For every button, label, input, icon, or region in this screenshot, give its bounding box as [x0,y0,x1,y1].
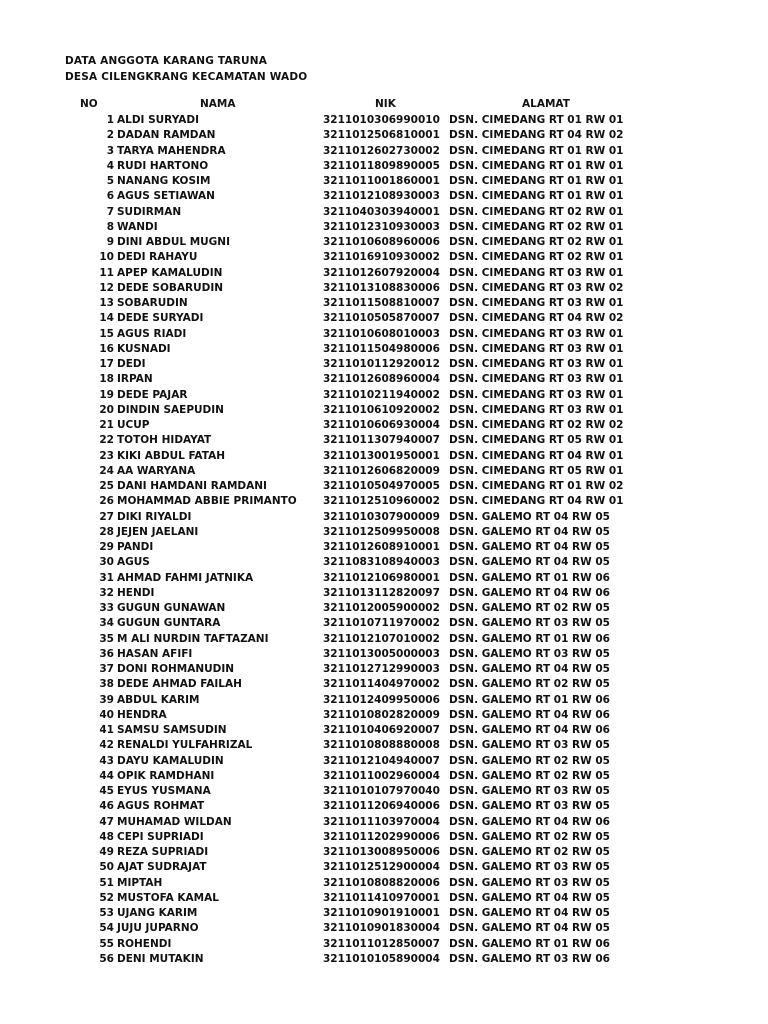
cell-nik: 3211011103970004 [323,815,440,828]
cell-no: 14 [99,312,114,325]
cell-nama: AHMAD FAHMI JATNIKA [117,571,254,584]
cell-alamat: DSN. GALEMO RT 04 RW 05 [449,510,610,523]
cell-nama: SOBARUDIN [117,297,188,309]
cell-nik: 3211011202990006 [323,830,440,843]
cell-alamat: DSN. CIMEDANG RT 01 RW 02 [449,480,624,492]
cell-alamat: DSN. GALEMO RT 02 RW 05 [449,754,610,767]
cell-no: 7 [106,205,114,218]
table-row [0,113,768,128]
cell-nama: TOTOH HIDAYAT [117,434,212,447]
cell-nik: 3211010610920002 [323,403,440,416]
cell-nama: SUDIRMAN [117,205,182,218]
cell-no: 16 [99,342,114,355]
cell-no: 39 [99,693,114,706]
cell-alamat: DSN. GALEMO RT 04 RW 05 [449,663,610,675]
cell-nama: MUHAMAD WILDAN [117,815,232,828]
table-row [0,616,768,631]
cell-no: 52 [99,891,114,904]
cell-nik: 3211012608910001 [323,541,440,553]
cell-no: 20 [99,403,114,416]
cell-alamat: DSN. GALEMO RT 04 RW 05 [449,922,610,935]
cell-no: 53 [99,907,114,919]
table-row [0,525,768,540]
cell-alamat: DSN. GALEMO RT 02 RW 05 [449,678,610,691]
cell-no: 37 [99,663,114,675]
cell-no: 51 [99,876,114,889]
cell-nama: DANI HAMDANI RAMDANI [117,480,267,492]
cell-alamat: DSN. CIMEDANG RT 03 RW 02 [449,281,624,294]
table-row [0,632,768,647]
cell-no: 23 [99,449,114,462]
cell-alamat: DSN. CIMEDANG RT 01 RW 01 [449,144,624,157]
table-row [0,418,768,433]
cell-nik: 3211040303940001 [323,205,440,218]
cell-no: 27 [99,510,114,523]
cell-alamat: DSN. GALEMO RT 03 RW 05 [449,617,610,630]
table-row [0,235,768,250]
cell-nama: SAMSU SAMSUDIN [117,724,227,736]
cell-nik: 3211011410970001 [323,891,440,904]
cell-nik: 3211013005000003 [323,647,440,660]
table-row [0,372,768,387]
cell-alamat: DSN. CIMEDANG RT 05 RW 01 [449,434,624,447]
cell-nama: DEDI RAHAYU [117,251,198,264]
cell-nama: REZA SUPRIADI [117,846,209,858]
document-subtitle: DESA CILENGKRANG KECAMATAN WADO [65,71,308,83]
table-row [0,388,768,403]
cell-nik: 3211010107970040 [323,785,440,797]
cell-nik: 3211012107010002 [323,632,440,645]
cell-nama: UCUP [117,419,150,431]
cell-no: 46 [99,800,114,813]
cell-alamat: DSN. GALEMO RT 04 RW 05 [449,541,610,553]
cell-no: 45 [99,785,114,797]
cell-no: 34 [99,617,114,630]
cell-nik: 3211011809890005 [323,159,440,172]
table-row [0,205,768,220]
cell-alamat: DSN. CIMEDANG RT 04 RW 01 [449,449,624,462]
cell-alamat: DSN. CIMEDANG RT 02 RW 02 [449,419,624,431]
cell-alamat: DSN. CIMEDANG RT 03 RW 01 [449,297,624,309]
cell-nik: 3211010608010003 [323,327,440,340]
table-row [0,662,768,677]
cell-alamat: DSN. GALEMO RT 04 RW 05 [449,556,610,569]
column-header-nik: NIK [375,98,396,110]
cell-no: 49 [99,846,114,858]
cell-no: 36 [99,647,114,660]
table-row [0,845,768,860]
table-row [0,921,768,936]
cell-no: 12 [99,281,114,294]
table-row [0,174,768,189]
cell-nama: NANANG KOSIM [117,175,211,187]
table-row [0,311,768,326]
cell-nama: MIPTAH [117,876,163,889]
cell-nama: DAYU KAMALUDIN [117,754,224,767]
cell-alamat: DSN. CIMEDANG RT 03 RW 01 [449,358,624,370]
cell-alamat: DSN. GALEMO RT 03 RW 05 [449,785,610,797]
table-row [0,769,768,784]
table-row [0,479,768,494]
cell-no: 28 [99,525,114,538]
cell-alamat: DSN. GALEMO RT 03 RW 05 [449,861,610,874]
cell-nik: 3211011206940006 [323,800,440,813]
cell-nik: 3211011307940007 [323,434,440,447]
table-row [0,891,768,906]
cell-no: 10 [99,251,114,264]
cell-nama: GUGUN GUNAWAN [117,602,226,614]
cell-alamat: DSN. GALEMO RT 02 RW 05 [449,846,610,858]
cell-nik: 3211016910930002 [323,251,440,264]
cell-nama: DEDE PAJAR [117,388,188,401]
cell-nama: DADAN RAMDAN [117,129,216,142]
cell-nik: 3211011504980006 [323,342,440,355]
cell-alamat: DSN. CIMEDANG RT 03 RW 01 [449,266,624,279]
cell-nik: 3211010504970005 [323,480,440,492]
cell-no: 56 [99,952,114,965]
cell-alamat: DSN. GALEMO RT 04 RW 06 [449,815,610,828]
cell-no: 47 [99,815,114,828]
cell-nik: 3211011508810007 [323,297,440,309]
cell-no: 3 [106,144,114,157]
table-row [0,266,768,281]
cell-alamat: DSN. CIMEDANG RT 01 RW 01 [449,159,624,172]
cell-nama: GUGUN GUNTARA [117,617,221,630]
cell-no: 32 [99,586,114,599]
cell-nama: DEDE AHMAD FAILAH [117,678,242,691]
cell-no: 55 [99,937,114,950]
cell-alamat: DSN. GALEMO RT 03 RW 05 [449,739,610,752]
cell-nama: ALDI SURYADI [117,114,200,126]
cell-nik: 3211012607920004 [323,266,440,279]
cell-nama: APEP KAMALUDIN [117,266,223,279]
cell-alamat: DSN. CIMEDANG RT 03 RW 01 [449,327,624,340]
cell-no: 19 [99,388,114,401]
cell-alamat: DSN. GALEMO RT 03 RW 05 [449,647,610,660]
cell-nik: 3211012409950006 [323,693,440,706]
cell-alamat: DSN. GALEMO RT 04 RW 06 [449,586,610,599]
table-row [0,677,768,692]
table-row [0,464,768,479]
cell-nama: AGUS [117,556,150,569]
cell-no: 48 [99,830,114,843]
table-row [0,906,768,921]
cell-nama: M ALI NURDIN TAFTAZANI [117,632,269,645]
cell-no: 40 [99,708,114,721]
cell-nama: ROHENDI [117,937,172,950]
cell-nama: AA WARYANA [117,464,196,477]
table-row [0,494,768,509]
cell-no: 21 [99,419,114,431]
cell-nik: 3211012509950008 [323,525,440,538]
cell-nik: 3211010406920007 [323,724,440,736]
cell-alamat: DSN. GALEMO RT 01 RW 06 [449,632,610,645]
cell-alamat: DSN. CIMEDANG RT 02 RW 01 [449,220,624,233]
table-row [0,647,768,662]
cell-nik: 3211010105890004 [323,952,440,965]
cell-nik: 3211010802820009 [323,708,440,721]
cell-nik: 3211013112820097 [323,586,440,599]
cell-nik: 3211011012850007 [323,937,440,950]
cell-no: 26 [99,495,114,508]
cell-nik: 3211010112920012 [323,358,440,370]
table-row [0,296,768,311]
cell-alamat: DSN. CIMEDANG RT 03 RW 01 [449,373,624,386]
cell-no: 35 [99,632,114,645]
cell-alamat: DSN. CIMEDANG RT 03 RW 01 [449,388,624,401]
cell-alamat: DSN. CIMEDANG RT 02 RW 01 [449,236,624,248]
table-row [0,754,768,769]
table-row [0,128,768,143]
cell-no: 17 [99,358,114,370]
table-row [0,433,768,448]
cell-nama: DEDE SOBARUDIN [117,281,224,294]
cell-alamat: DSN. CIMEDANG RT 04 RW 01 [449,495,624,508]
table-row [0,540,768,555]
cell-no: 2 [106,129,114,142]
cell-no: 4 [106,159,114,172]
cell-nama: RENALDI YULFAHRIZAL [117,739,253,752]
document-title: DATA ANGGOTA KARANG TARUNA [65,55,268,67]
cell-nik: 3211012106980001 [323,571,440,584]
cell-alamat: DSN. CIMEDANG RT 01 RW 01 [449,114,624,126]
cell-nik: 3211013008950006 [323,846,440,858]
cell-alamat: DSN. CIMEDANG RT 01 RW 01 [449,190,624,203]
cell-alamat: DSN. GALEMO RT 02 RW 05 [449,769,610,782]
cell-nik: 3211012005900002 [323,602,440,614]
cell-no: 43 [99,754,114,767]
cell-no: 8 [106,220,114,233]
cell-no: 9 [106,236,114,248]
cell-no: 42 [99,739,114,752]
table-row [0,876,768,891]
table-row [0,937,768,952]
cell-nik: 3211010808820006 [323,876,440,889]
cell-nama: DEDE SURYADI [117,312,204,325]
cell-alamat: DSN. CIMEDANG RT 04 RW 02 [449,312,624,325]
table-row [0,784,768,799]
cell-nama: DINI ABDUL MUGNI [117,236,230,248]
cell-nik: 3211012602730002 [323,144,440,157]
cell-nik: 3211010306990010 [323,114,440,126]
cell-alamat: DSN. CIMEDANG RT 03 RW 01 [449,342,624,355]
cell-no: 24 [99,464,114,477]
cell-no: 13 [99,297,114,309]
table-row [0,327,768,342]
cell-alamat: DSN. GALEMO RT 02 RW 05 [449,830,610,843]
cell-alamat: DSN. GALEMO RT 03 RW 05 [449,876,610,889]
table-row [0,342,768,357]
cell-nik: 3211083108940003 [323,556,440,569]
cell-nik: 3211010307900009 [323,510,440,523]
cell-nama: DENI MUTAKIN [117,952,204,965]
cell-nik: 3211012510960002 [323,495,440,508]
table-row [0,708,768,723]
table-row [0,159,768,174]
cell-nama: OPIK RAMDHANI [117,769,215,782]
table-row [0,738,768,753]
cell-nama: KIKI ABDUL FATAH [117,449,225,462]
cell-nik: 3211011001860001 [323,175,440,187]
cell-nama: HENDI [117,586,155,599]
table-row [0,586,768,601]
cell-nama: AGUS ROHMAT [117,800,205,813]
cell-nama: DINDIN SAEPUDIN [117,403,224,416]
table-row [0,952,768,967]
cell-no: 44 [99,769,114,782]
cell-no: 25 [99,480,114,492]
table-row [0,830,768,845]
cell-no: 38 [99,678,114,691]
cell-alamat: DSN. GALEMO RT 04 RW 05 [449,907,610,919]
cell-alamat: DSN. CIMEDANG RT 02 RW 01 [449,205,624,218]
member-table-body [0,113,768,967]
cell-nama: DEDI [117,358,146,370]
cell-no: 6 [106,190,114,203]
table-row [0,357,768,372]
table-row [0,799,768,814]
cell-no: 15 [99,327,114,340]
cell-nama: KUSNADI [117,342,171,355]
cell-nama: HASAN AFIFI [117,647,193,660]
cell-alamat: DSN. GALEMO RT 04 RW 05 [449,891,610,904]
table-row [0,449,768,464]
cell-no: 18 [99,373,114,386]
cell-alamat: DSN. CIMEDANG RT 01 RW 01 [449,175,624,187]
table-row [0,571,768,586]
cell-nik: 3211010606930004 [323,419,440,431]
cell-nama: MUSTOFA KAMAL [117,891,219,904]
table-row [0,723,768,738]
cell-nama: WANDI [117,220,158,233]
cell-nik: 3211010901910001 [323,907,440,919]
cell-alamat: DSN. GALEMO RT 03 RW 06 [449,952,610,965]
column-header-no: NO [80,98,98,110]
cell-nik: 3211012506810001 [323,129,440,142]
cell-no: 30 [99,556,114,569]
table-row [0,555,768,570]
cell-nama: IRPAN [117,373,153,386]
cell-nik: 3211010505870007 [323,312,440,325]
cell-nik: 3211012512900004 [323,861,440,874]
cell-nik: 3211011404970002 [323,678,440,691]
table-row [0,693,768,708]
cell-nik: 3211012712990003 [323,663,440,675]
cell-nama: TARYA MAHENDRA [117,144,226,157]
cell-alamat: DSN. GALEMO RT 04 RW 05 [449,525,610,538]
cell-nama: AJAT SUDRAJAT [117,861,207,874]
cell-no: 31 [99,571,114,584]
cell-alamat: DSN. GALEMO RT 04 RW 06 [449,708,610,721]
cell-nama: MOHAMMAD ABBIE PRIMANTO [117,495,297,508]
cell-alamat: DSN. CIMEDANG RT 05 RW 01 [449,464,624,477]
cell-nama: EYUS YUSMANA [117,785,211,797]
cell-alamat: DSN. GALEMO RT 02 RW 05 [449,602,610,614]
cell-alamat: DSN. GALEMO RT 01 RW 06 [449,571,610,584]
cell-nama: RUDI HARTONO [117,159,209,172]
cell-nik: 3211013001950001 [323,449,440,462]
table-row [0,281,768,296]
cell-nik: 3211012606820009 [323,464,440,477]
cell-no: 33 [99,602,114,614]
cell-nama: UJANG KARIM [117,907,198,919]
cell-nik: 3211013108830006 [323,281,440,294]
cell-nik: 3211012108930003 [323,190,440,203]
cell-no: 1 [106,114,114,126]
cell-nik: 3211010808880008 [323,739,440,752]
cell-no: 29 [99,541,114,553]
cell-nama: AGUS SETIAWAN [117,190,215,203]
cell-nik: 3211010211940002 [323,388,440,401]
cell-no: 5 [106,175,114,187]
table-row [0,144,768,159]
cell-nama: HENDRA [117,708,167,721]
table-row [0,860,768,875]
cell-no: 41 [99,724,114,736]
cell-alamat: DSN. GALEMO RT 04 RW 06 [449,724,610,736]
cell-nik: 3211010901830004 [323,922,440,935]
cell-alamat: DSN. CIMEDANG RT 03 RW 01 [449,403,624,416]
cell-nama: PANDI [117,541,154,553]
table-row [0,189,768,204]
cell-nama: JEJEN JAELANI [117,525,199,538]
cell-nama: JUJU JUPARNO [117,922,199,935]
cell-nik: 3211010711970002 [323,617,440,630]
cell-alamat: DSN. CIMEDANG RT 04 RW 02 [449,129,624,142]
cell-no: 54 [99,922,114,935]
table-row [0,815,768,830]
cell-nama: DIKI RIYALDI [117,510,192,523]
cell-nik: 3211012104940007 [323,754,440,767]
cell-no: 11 [99,266,114,279]
table-row [0,601,768,616]
table-row [0,403,768,418]
table-row [0,510,768,525]
cell-nama: AGUS RIADI [117,327,187,340]
cell-nik: 3211011002960004 [323,769,440,782]
table-row [0,250,768,265]
column-header-alamat: ALAMAT [522,98,570,110]
cell-no: 22 [99,434,114,447]
cell-no: 50 [99,861,114,874]
cell-nik: 3211012310930003 [323,220,440,233]
cell-nik: 3211012608960004 [323,373,440,386]
cell-nama: ABDUL KARIM [117,693,200,706]
cell-alamat: DSN. CIMEDANG RT 02 RW 01 [449,251,624,264]
cell-nama: CEPI SUPRIADI [117,830,204,843]
column-header-nama: NAMA [200,98,236,110]
cell-alamat: DSN. GALEMO RT 01 RW 06 [449,693,610,706]
table-row [0,220,768,235]
cell-nik: 3211010608960006 [323,236,440,248]
cell-alamat: DSN. GALEMO RT 01 RW 06 [449,937,610,950]
cell-alamat: DSN. GALEMO RT 03 RW 05 [449,800,610,813]
cell-nama: DONI ROHMANUDIN [117,663,235,675]
